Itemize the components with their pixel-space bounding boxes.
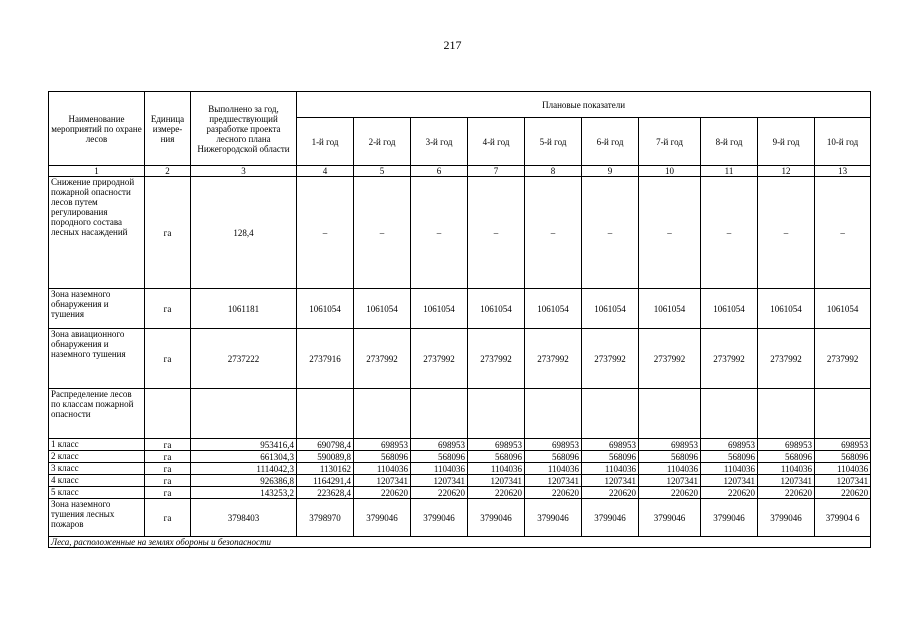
row-done-value: 661304,3 bbox=[191, 451, 297, 463]
row-unit: га bbox=[145, 487, 191, 499]
column-number: 13 bbox=[815, 166, 871, 177]
section-title: Леса, расположенные на землях обороны и безопасности bbox=[49, 537, 871, 548]
row-year-value: 2737992 bbox=[525, 329, 582, 389]
row-unit: га bbox=[145, 439, 191, 451]
header-year: 9-й год bbox=[758, 118, 815, 166]
row-unit: га bbox=[145, 451, 191, 463]
row-year-value: 568096 bbox=[582, 451, 639, 463]
row-year-value: 1130162 bbox=[297, 463, 354, 475]
row-year-value: 1207341 bbox=[525, 475, 582, 487]
row-year-value: – bbox=[468, 177, 525, 289]
row-year-value: 1061054 bbox=[411, 289, 468, 329]
row-year-value: 2737916 bbox=[297, 329, 354, 389]
section-row bbox=[49, 537, 871, 548]
row-year-value: 3799046 bbox=[525, 499, 582, 537]
row-year-value bbox=[815, 389, 871, 439]
row-activity-name: 5 класс bbox=[49, 487, 145, 499]
header-year: 5-й год bbox=[525, 118, 582, 166]
row-year-value: 1104036 bbox=[701, 463, 758, 475]
row-done-value: 1114042,3 bbox=[191, 463, 297, 475]
header-done-previous-year: Выполнено за год, предшествующий разработке проекта лесного плана Нижегородской области bbox=[191, 92, 297, 166]
row-year-value bbox=[582, 389, 639, 439]
row-unit: га bbox=[145, 289, 191, 329]
row-year-value: 690798,4 bbox=[297, 439, 354, 451]
column-number: 9 bbox=[582, 166, 639, 177]
row-year-value: 1061054 bbox=[758, 289, 815, 329]
column-number: 3 bbox=[191, 166, 297, 177]
header-year: 2-й год bbox=[354, 118, 411, 166]
row-year-value: 1061054 bbox=[815, 289, 871, 329]
table-row bbox=[49, 389, 871, 439]
row-year-value: – bbox=[639, 177, 701, 289]
column-number: 10 bbox=[639, 166, 701, 177]
row-year-value: 3799046 bbox=[354, 499, 411, 537]
row-year-value: 568096 bbox=[758, 451, 815, 463]
row-year-value: 220620 bbox=[411, 487, 468, 499]
row-unit: га bbox=[145, 177, 191, 289]
row-unit: га bbox=[145, 463, 191, 475]
header-year: 3-й год bbox=[411, 118, 468, 166]
row-year-value: 220620 bbox=[525, 487, 582, 499]
row-year-value: 568096 bbox=[815, 451, 871, 463]
row-year-value: 2737992 bbox=[354, 329, 411, 389]
header-year: 1-й год bbox=[297, 118, 354, 166]
row-activity-name: 3 класс bbox=[49, 463, 145, 475]
row-activity-name: Зона авиационного обнаружения и наземного тушения bbox=[49, 329, 145, 389]
row-year-value: 1104036 bbox=[758, 463, 815, 475]
row-year-value: 3799046 bbox=[639, 499, 701, 537]
row-year-value: 1061054 bbox=[525, 289, 582, 329]
header-planned-indicators: Плановые показатели bbox=[297, 92, 871, 118]
row-year-value: 1164291,4 bbox=[297, 475, 354, 487]
row-year-value bbox=[758, 389, 815, 439]
row-activity-name: Снижение природной пожарной опасности лесов путем регулирования породного состава лесных насаждений bbox=[49, 177, 145, 289]
row-year-value bbox=[468, 389, 525, 439]
row-year-value: 1104036 bbox=[815, 463, 871, 475]
column-number: 7 bbox=[468, 166, 525, 177]
row-activity-name: 2 класс bbox=[49, 451, 145, 463]
row-activity-name: 4 класс bbox=[49, 475, 145, 487]
row-done-value: 953416,4 bbox=[191, 439, 297, 451]
row-year-value: 698953 bbox=[639, 439, 701, 451]
row-activity-name: 1 класс bbox=[49, 439, 145, 451]
row-year-value: 223628,4 bbox=[297, 487, 354, 499]
column-number: 12 bbox=[758, 166, 815, 177]
row-year-value: – bbox=[525, 177, 582, 289]
row-year-value: 568096 bbox=[411, 451, 468, 463]
row-year-value: 568096 bbox=[701, 451, 758, 463]
header-year: 8-й год bbox=[701, 118, 758, 166]
row-year-value bbox=[411, 389, 468, 439]
table-row bbox=[49, 487, 871, 499]
row-year-value bbox=[297, 389, 354, 439]
row-year-value: 1061054 bbox=[701, 289, 758, 329]
table-row bbox=[49, 499, 871, 537]
row-year-value: 1104036 bbox=[639, 463, 701, 475]
row-year-value: 2737992 bbox=[701, 329, 758, 389]
row-done-value bbox=[191, 389, 297, 439]
table-row bbox=[49, 177, 871, 289]
row-year-value: 698953 bbox=[815, 439, 871, 451]
row-done-value: 143253,2 bbox=[191, 487, 297, 499]
row-year-value: 3799046 bbox=[411, 499, 468, 537]
row-year-value: 2737992 bbox=[815, 329, 871, 389]
row-year-value: 1104036 bbox=[354, 463, 411, 475]
row-year-value: 1207341 bbox=[468, 475, 525, 487]
row-year-value: 1061054 bbox=[354, 289, 411, 329]
row-year-value: 3799046 bbox=[468, 499, 525, 537]
row-year-value: 1061054 bbox=[297, 289, 354, 329]
row-year-value: 698953 bbox=[758, 439, 815, 451]
row-year-value: 3798970 bbox=[297, 499, 354, 537]
row-year-value bbox=[525, 389, 582, 439]
row-year-value: 2737992 bbox=[411, 329, 468, 389]
row-year-value: 698953 bbox=[701, 439, 758, 451]
row-year-value: 1207341 bbox=[701, 475, 758, 487]
row-done-value: 128,4 bbox=[191, 177, 297, 289]
column-number: 1 bbox=[49, 166, 145, 177]
row-year-value: 2737992 bbox=[758, 329, 815, 389]
row-year-value: 1207341 bbox=[354, 475, 411, 487]
row-done-value: 3798403 bbox=[191, 499, 297, 537]
row-done-value: 1061181 bbox=[191, 289, 297, 329]
row-year-value: – bbox=[354, 177, 411, 289]
row-year-value: – bbox=[815, 177, 871, 289]
row-year-value: – bbox=[582, 177, 639, 289]
row-year-value: 1207341 bbox=[758, 475, 815, 487]
row-year-value: 379904 6 bbox=[815, 499, 871, 537]
column-number: 11 bbox=[701, 166, 758, 177]
row-year-value: 698953 bbox=[411, 439, 468, 451]
row-unit: га bbox=[145, 499, 191, 537]
row-year-value: 698953 bbox=[468, 439, 525, 451]
table-row bbox=[49, 451, 871, 463]
row-year-value: 1207341 bbox=[411, 475, 468, 487]
row-year-value: 568096 bbox=[525, 451, 582, 463]
table-row bbox=[49, 289, 871, 329]
row-year-value: 220620 bbox=[354, 487, 411, 499]
row-year-value: 220620 bbox=[701, 487, 758, 499]
row-year-value: 1104036 bbox=[525, 463, 582, 475]
row-year-value: 568096 bbox=[354, 451, 411, 463]
row-year-value: 220620 bbox=[468, 487, 525, 499]
page-number: 217 bbox=[443, 38, 462, 52]
row-year-value: 220620 bbox=[582, 487, 639, 499]
row-year-value: 568096 bbox=[468, 451, 525, 463]
row-unit bbox=[145, 389, 191, 439]
header-year: 10-й год bbox=[815, 118, 871, 166]
header-year: 7-й год bbox=[639, 118, 701, 166]
row-unit: га bbox=[145, 475, 191, 487]
header-year: 6-й год bbox=[582, 118, 639, 166]
row-year-value: 220620 bbox=[758, 487, 815, 499]
row-year-value: 1207341 bbox=[815, 475, 871, 487]
row-done-value: 926386,8 bbox=[191, 475, 297, 487]
column-number: 5 bbox=[354, 166, 411, 177]
header-year: 4-й год bbox=[468, 118, 525, 166]
row-year-value: 698953 bbox=[582, 439, 639, 451]
row-year-value: 1104036 bbox=[411, 463, 468, 475]
row-year-value: 698953 bbox=[354, 439, 411, 451]
row-year-value: 3799046 bbox=[582, 499, 639, 537]
row-year-value: 1061054 bbox=[639, 289, 701, 329]
row-year-value bbox=[701, 389, 758, 439]
row-activity-name: Зона наземного тушения лесных пожаров bbox=[49, 499, 145, 537]
row-year-value: 2737992 bbox=[639, 329, 701, 389]
row-year-value: – bbox=[411, 177, 468, 289]
table-row bbox=[49, 475, 871, 487]
row-year-value: 1104036 bbox=[468, 463, 525, 475]
row-unit: га bbox=[145, 329, 191, 389]
row-year-value: 220620 bbox=[815, 487, 871, 499]
row-year-value: – bbox=[297, 177, 354, 289]
row-year-value: 1061054 bbox=[468, 289, 525, 329]
row-year-value: 220620 bbox=[639, 487, 701, 499]
column-number: 2 bbox=[145, 166, 191, 177]
row-year-value: 3799046 bbox=[758, 499, 815, 537]
column-number: 4 bbox=[297, 166, 354, 177]
row-year-value: – bbox=[758, 177, 815, 289]
row-year-value: 3799046 bbox=[701, 499, 758, 537]
row-year-value: 590089,8 bbox=[297, 451, 354, 463]
table-row bbox=[49, 463, 871, 475]
row-year-value: 2737992 bbox=[468, 329, 525, 389]
table-row bbox=[49, 439, 871, 451]
row-year-value: – bbox=[701, 177, 758, 289]
row-year-value: 1207341 bbox=[639, 475, 701, 487]
row-year-value: 1061054 bbox=[582, 289, 639, 329]
column-number-row bbox=[49, 166, 871, 177]
header-unit: Единица измере-ния bbox=[145, 92, 191, 166]
table-row bbox=[49, 329, 871, 389]
column-number: 6 bbox=[411, 166, 468, 177]
row-activity-name: Зона наземного обнаружения и тушения bbox=[49, 289, 145, 329]
column-number: 8 bbox=[525, 166, 582, 177]
row-year-value: 1207341 bbox=[582, 475, 639, 487]
row-year-value bbox=[639, 389, 701, 439]
row-year-value bbox=[354, 389, 411, 439]
row-activity-name: Распределение лесов по классам пожарной опасности bbox=[49, 389, 145, 439]
row-year-value: 568096 bbox=[639, 451, 701, 463]
forest-protection-table bbox=[48, 91, 871, 548]
row-year-value: 2737992 bbox=[582, 329, 639, 389]
row-year-value: 1104036 bbox=[582, 463, 639, 475]
row-done-value: 2737222 bbox=[191, 329, 297, 389]
row-year-value: 698953 bbox=[525, 439, 582, 451]
header-activity-name: Наименование мероприятий по охране лесов bbox=[49, 92, 145, 166]
